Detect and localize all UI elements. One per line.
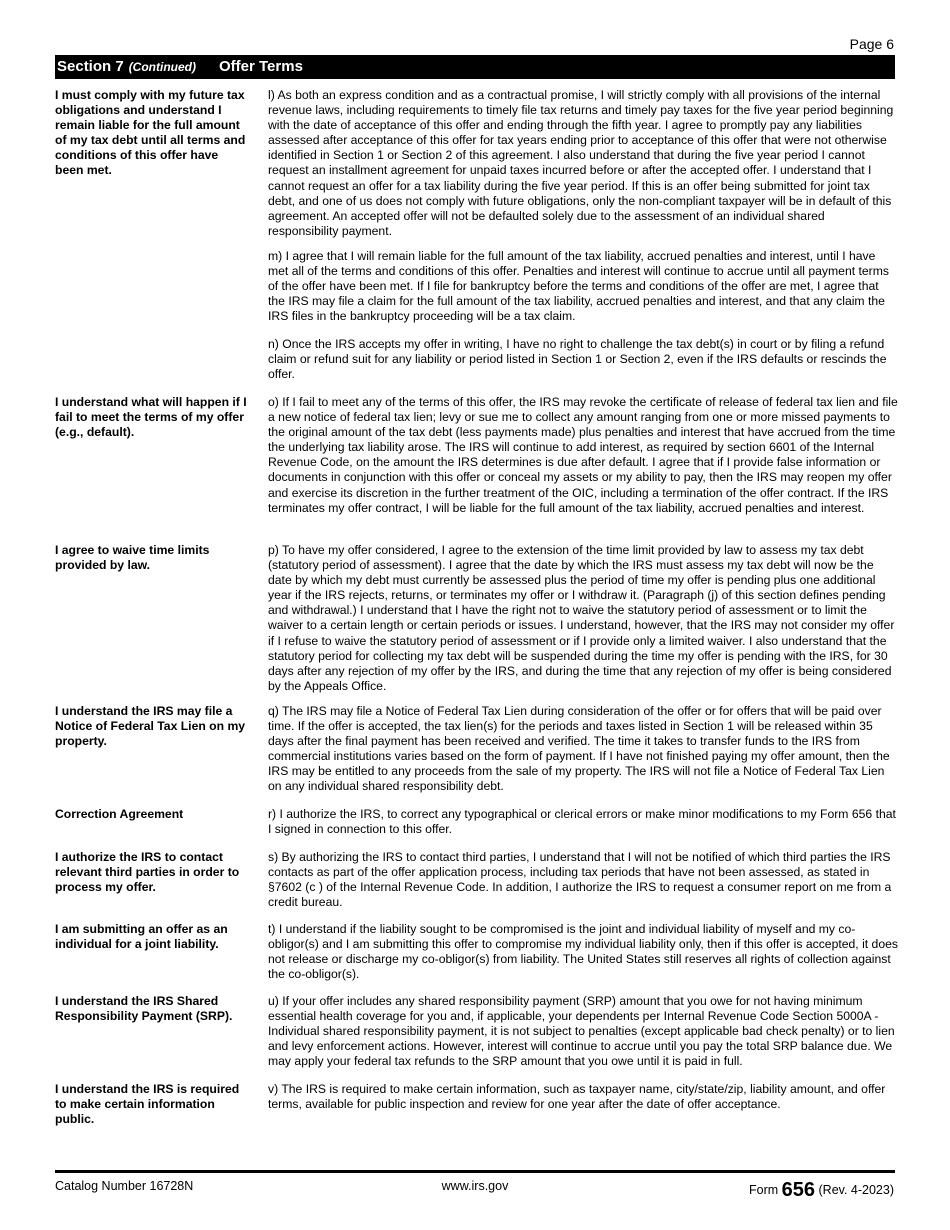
paragraph-o: o) If I fail to meet any of the terms of this offer, the IRS may revoke the certificate of release of federal tax lien and file a new notice of federal tax lien; levy or sue me to collect any amount ranging from one or more missed payments to the original amount of the tax debt (less payments made) plus penalties and interest that have accrued from the time the underlying tax liability arose. The IRS will continue to add interest, as required by section 6601 of the Internal Revenue Code, on the amount the IRS determines is due after default. I agree that if I provide false information or documents in conjunction with this offer or conceal my assets or my ability to pay, then the IRS may reopen my offer and exercise its discretion in the further treatment of the OIC, including a termination of the offer contract. If the IRS terminates my offer contract, I will be liable for the full amount of the tax liability, accrued penalties and interest. bbox=[268, 395, 898, 515]
row-label: I am submitting an offer as an individual for a joint liability. bbox=[55, 922, 228, 951]
form-number: 656 bbox=[781, 1179, 816, 1201]
paragraph-n: n) Once the IRS accepts my offer in writing, I have no right to challenge the tax debt(s) in court or by filing a refund claim or refund suit for any liability or period listed in Section 1 or Section 2, even if the IRS defaults or rescinds the offer. bbox=[268, 337, 887, 382]
paragraph-s: s) By authorizing the IRS to contact third parties, I understand that I will not be notified of which third parties the IRS contacts as part of the offer application process, including tax periods that have not been assessed, as stated in §7602 (c ) of the Internal Revenue Code. In addition, I authorize the IRS to request a consumer report on me from a credit bureau. bbox=[268, 850, 892, 910]
row-label: I understand the IRS Shared Responsibility Payment (SRP). bbox=[55, 994, 233, 1023]
section-title: Offer Terms bbox=[219, 58, 303, 75]
website-url: www.irs.gov bbox=[441, 1179, 509, 1193]
paragraph-t: t) I understand if the liability sought to be compromised is the joint and individual liability of myself and my co-obligor(s) and I am submitting this offer to compromise my individual liability only, then if this offer is accepted, it does not release or discharge my co-obligor(s) from liability. The United States still reserves all rights of collection against the co-obligor(s). bbox=[268, 922, 898, 982]
row-label: I authorize the IRS to contact relevant third parties in order to process my offer. bbox=[55, 850, 240, 894]
section-continued: (Continued) bbox=[128, 60, 196, 74]
row-label: I understand the IRS may file a Notice of Federal Tax Lien on my property. bbox=[55, 704, 246, 748]
paragraph-u: u) If your offer includes any shared responsibility payment (SRP) amount that you owe for not having minimum essential health coverage for you and, if applicable, your dependents per Internal Revenue Code Section 5000A - Individual shared responsibility payment, it is not subject to penalties (except applicable bad check penalty) or to lien and levy enforcement actions. However, interest will continue to accrue until you pay the total SRP balance due. We may apply your federal tax refunds to the SRP amount that you owe until it is paid in full. bbox=[268, 994, 895, 1069]
paragraph-p: p) To have my offer considered, I agree to the extension of the time limit provided by law to assess my tax debt (statutory period of assessment). I agree that the date by which the IRS must assess my tax debt will now be the date by which my debt must currently be assessed plus the period of time my offer is pending plus one additional year if the IRS rejects, returns, or terminates my offer or I withdraw it. (Paragraph (j) of this section defines pending and withdrawal.) I understand that I have the right not to waive the statutory period of assessment or to limit the waiver to a certain length or certain periods or issues. I understand, however, that the IRS may not consider my offer if I refuse to waive the statutory period of assessment or if I provide only a limited waiver. I also understand that the statutory period for collecting my tax debt will be suspended during the time my offer is pending with the IRS, for 30 days after any rejection of my offer by the IRS, and during the time that any rejection of my offer is being considered by the Appeals Office. bbox=[268, 543, 895, 693]
row-label: I understand what will happen if I fail to meet the terms of my offer (e.g., default). bbox=[55, 395, 247, 439]
section-label: Section 7 bbox=[57, 58, 124, 75]
footer-rule bbox=[55, 1170, 895, 1173]
form-identifier bbox=[749, 1179, 894, 1202]
row-label: I must comply with my future tax obligations and understand I remain liable for the full amount of my tax debt until all terms and conditions of this offer have been met. bbox=[55, 88, 246, 177]
paragraph-r: r) I authorize the IRS, to correct any typographical or clerical errors or make minor modifications to my Form 656 that I signed in connection to this offer. bbox=[268, 807, 896, 837]
catalog-number: Catalog Number 16728N bbox=[55, 1179, 194, 1193]
row-label: I understand the IRS is required to make certain information public. bbox=[55, 1082, 240, 1126]
form-revision: (Rev. 4-2023) bbox=[818, 1183, 894, 1197]
section-header-bar bbox=[55, 55, 895, 79]
paragraph-v: v) The IRS is required to make certain information, such as taxpayer name, city/state/zip, liability amount, and offer terms, available for public inspection and review for one year after the date of offer acceptance. bbox=[268, 1082, 886, 1112]
paragraph-q: q) The IRS may file a Notice of Federal Tax Lien during consideration of the offer or for offers that will be paid over time. If the offer is accepted, the tax lien(s) for the periods and taxes listed in Section 1 will be released within 35 days after the final payment has been received and verified. The time it takes to transfer funds to the IRS from commercial institutions varies based on the form of payment. If I have not finished paying my offer amount, then the IRS may be entitled to any proceeds from the sale of my property. The IRS will not file a Notice of Federal Tax Lien on any individual shared responsibility debt. bbox=[268, 704, 890, 794]
paragraph-l: l) As both an express condition and as a contractual promise, I will strictly comply with all provisions of the internal revenue laws, including requirements to timely file tax returns and timely pay taxes for the five year period beginning with the date of acceptance of this offer and ending through the fifth year. I agree to promptly pay any liabilities assessed after acceptance of this offer for tax years ending prior to acceptance of this offer that were not otherwise identified in Section 1 or Section 2 of this agreement. I also understand that during the five year period I cannot request an installment agreement for unpaid taxes incurred before or after the accepted offer. I understand that I cannot request an offer for a tax liability during the five year period. If this is an offer being submitted for joint tax debt, and one of us does not comply with future obligations, only the non-compliant taxpayer will be in default of this agreement. An accepted offer will not be defaulted solely due to the assessment of an individual shared responsibility payment. bbox=[268, 88, 894, 238]
form-prefix: Form bbox=[748, 1183, 779, 1197]
page-number: Page 6 bbox=[849, 36, 894, 52]
paragraph-m: m) I agree that I will remain liable for the full amount of the tax liability, accrued penalties and interest, until I have met all of the terms and conditions of this offer. Penalties and interest will continue to accrue until all payment terms of the offer have been met. If I file for bankruptcy before the terms and conditions of the offer are met, I agree that the IRS may file a claim for the full amount of the tax liability, accrued penalties and interest, and that any claim the IRS files in the bankruptcy proceeding will be a tax claim. bbox=[268, 249, 889, 324]
row-label: I agree to waive time limits provided by law. bbox=[55, 543, 210, 572]
row-label: Correction Agreement bbox=[55, 807, 184, 821]
